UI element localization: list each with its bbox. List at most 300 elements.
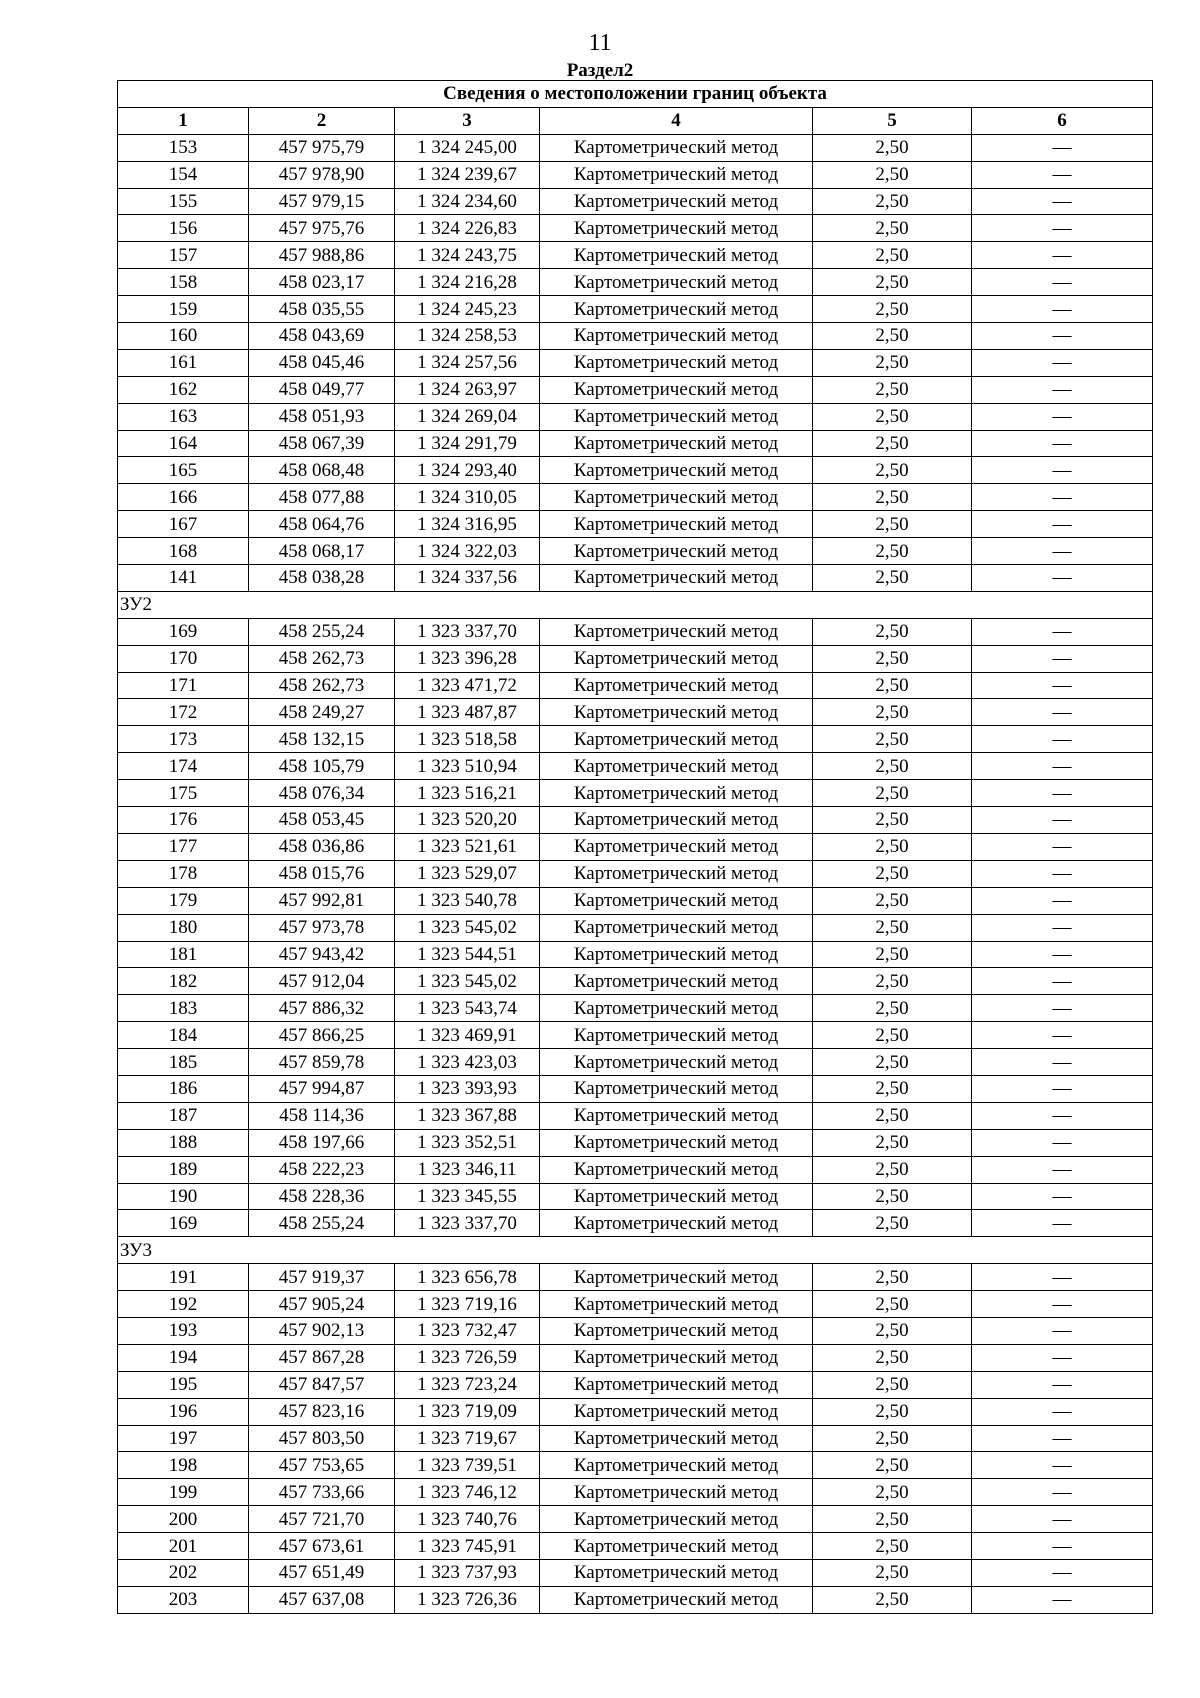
coord-y: 1 323 396,28 — [395, 645, 540, 672]
coord-y: 1 324 322,03 — [395, 538, 540, 565]
coord-y: 1 323 719,09 — [395, 1398, 540, 1425]
error-cell: 2,50 — [813, 538, 972, 565]
coord-x: 458 228,36 — [249, 1183, 395, 1210]
table-row — [118, 968, 1153, 995]
point-number: 169 — [118, 618, 249, 645]
point-number: 141 — [118, 565, 249, 592]
error-cell: 2,50 — [813, 1049, 972, 1076]
note-cell: — — [972, 403, 1153, 430]
error-cell: 2,50 — [813, 1452, 972, 1479]
coord-y: 1 323 545,02 — [395, 968, 540, 995]
coord-x: 458 023,17 — [249, 269, 395, 296]
coord-y: 1 323 544,51 — [395, 941, 540, 968]
table-row — [118, 457, 1153, 484]
error-cell: 2,50 — [813, 376, 972, 403]
table-row — [118, 161, 1153, 188]
coord-y: 1 324 243,75 — [395, 242, 540, 269]
error-cell: 2,50 — [813, 1317, 972, 1344]
error-cell: 2,50 — [813, 618, 972, 645]
method-cell: Картометрический метод — [540, 349, 813, 376]
column-header: 5 — [813, 107, 972, 134]
note-cell: — — [972, 565, 1153, 592]
coord-y: 1 323 337,70 — [395, 1210, 540, 1237]
section-title: Раздел2 — [566, 60, 634, 81]
method-cell: Картометрический метод — [540, 995, 813, 1022]
column-header-row — [118, 107, 1153, 134]
coord-x: 457 973,78 — [249, 914, 395, 941]
note-cell: — — [972, 672, 1153, 699]
method-cell: Картометрический метод — [540, 134, 813, 161]
method-cell: Картометрический метод — [540, 403, 813, 430]
error-cell: 2,50 — [813, 1371, 972, 1398]
note-cell: — — [972, 161, 1153, 188]
point-number: 167 — [118, 511, 249, 538]
coord-x: 458 262,73 — [249, 645, 395, 672]
coord-y: 1 323 726,59 — [395, 1344, 540, 1371]
coord-y: 1 323 469,91 — [395, 1022, 540, 1049]
table-row — [118, 1452, 1153, 1479]
method-cell: Картометрический метод — [540, 1075, 813, 1102]
note-cell: — — [972, 269, 1153, 296]
coord-y: 1 323 739,51 — [395, 1452, 540, 1479]
point-number: 174 — [118, 753, 249, 780]
table-row — [118, 134, 1153, 161]
method-cell: Картометрический метод — [540, 1317, 813, 1344]
method-cell: Картометрический метод — [540, 780, 813, 807]
method-cell: Картометрический метод — [540, 1264, 813, 1291]
coord-y: 1 323 745,91 — [395, 1533, 540, 1560]
coord-y: 1 324 245,23 — [395, 296, 540, 323]
note-cell: — — [972, 430, 1153, 457]
table-row — [118, 1398, 1153, 1425]
table-row — [118, 538, 1153, 565]
coord-y: 1 323 521,61 — [395, 833, 540, 860]
point-number: 185 — [118, 1049, 249, 1076]
point-number: 196 — [118, 1398, 249, 1425]
coord-x: 457 992,81 — [249, 887, 395, 914]
point-number: 192 — [118, 1291, 249, 1318]
table-row — [118, 1559, 1153, 1586]
point-number: 161 — [118, 349, 249, 376]
method-cell: Картометрический метод — [540, 1506, 813, 1533]
error-cell: 2,50 — [813, 430, 972, 457]
table-row — [118, 726, 1153, 753]
coord-y: 1 323 510,94 — [395, 753, 540, 780]
error-cell: 2,50 — [813, 672, 972, 699]
coord-x: 458 249,27 — [249, 699, 395, 726]
method-cell: Картометрический метод — [540, 565, 813, 592]
point-number: 180 — [118, 914, 249, 941]
method-cell: Картометрический метод — [540, 618, 813, 645]
method-cell: Картометрический метод — [540, 269, 813, 296]
note-cell: — — [972, 296, 1153, 323]
point-number: 194 — [118, 1344, 249, 1371]
error-cell: 2,50 — [813, 1425, 972, 1452]
error-cell: 2,50 — [813, 161, 972, 188]
coord-x: 458 105,79 — [249, 753, 395, 780]
coord-y: 1 324 258,53 — [395, 323, 540, 350]
table-row — [118, 1479, 1153, 1506]
column-header: 3 — [395, 107, 540, 134]
error-cell: 2,50 — [813, 457, 972, 484]
table-row — [118, 1049, 1153, 1076]
table-row — [118, 215, 1153, 242]
table-row — [118, 1022, 1153, 1049]
coord-x: 457 919,37 — [249, 1264, 395, 1291]
point-number: 197 — [118, 1425, 249, 1452]
coord-x: 458 068,17 — [249, 538, 395, 565]
point-number: 159 — [118, 296, 249, 323]
error-cell: 2,50 — [813, 887, 972, 914]
table-row — [118, 1586, 1153, 1613]
note-cell: — — [972, 1156, 1153, 1183]
note-cell: — — [972, 1317, 1153, 1344]
coord-x: 457 975,79 — [249, 134, 395, 161]
coord-y: 1 324 269,04 — [395, 403, 540, 430]
table-row — [118, 1506, 1153, 1533]
point-number: 198 — [118, 1452, 249, 1479]
table-row — [118, 376, 1153, 403]
coord-y: 1 323 337,70 — [395, 618, 540, 645]
error-cell: 2,50 — [813, 645, 972, 672]
coord-x: 458 197,66 — [249, 1129, 395, 1156]
error-cell: 2,50 — [813, 1183, 972, 1210]
coord-x: 458 053,45 — [249, 807, 395, 834]
note-cell: — — [972, 376, 1153, 403]
point-number: 189 — [118, 1156, 249, 1183]
table-row — [118, 1291, 1153, 1318]
method-cell: Картометрический метод — [540, 376, 813, 403]
table-row — [118, 296, 1153, 323]
error-cell: 2,50 — [813, 1102, 972, 1129]
table-row — [118, 914, 1153, 941]
method-cell: Картометрический метод — [540, 323, 813, 350]
note-cell: — — [972, 1344, 1153, 1371]
coord-y: 1 323 352,51 — [395, 1129, 540, 1156]
method-cell: Картометрический метод — [540, 699, 813, 726]
table-row — [118, 1183, 1153, 1210]
coord-x: 458 049,77 — [249, 376, 395, 403]
coord-x: 457 943,42 — [249, 941, 395, 968]
error-cell: 2,50 — [813, 1022, 972, 1049]
coord-y: 1 324 216,28 — [395, 269, 540, 296]
table-row — [118, 672, 1153, 699]
coord-x: 457 905,24 — [249, 1291, 395, 1318]
point-number: 175 — [118, 780, 249, 807]
error-cell: 2,50 — [813, 1291, 972, 1318]
method-cell: Картометрический метод — [540, 645, 813, 672]
point-number: 187 — [118, 1102, 249, 1129]
point-number: 181 — [118, 941, 249, 968]
method-cell: Картометрический метод — [540, 1559, 813, 1586]
point-number: 200 — [118, 1506, 249, 1533]
coord-y: 1 323 737,93 — [395, 1559, 540, 1586]
coord-x: 458 068,48 — [249, 457, 395, 484]
coord-x: 457 823,16 — [249, 1398, 395, 1425]
point-number: 201 — [118, 1533, 249, 1560]
point-number: 153 — [118, 134, 249, 161]
coord-y: 1 323 529,07 — [395, 860, 540, 887]
note-cell: — — [972, 1210, 1153, 1237]
error-cell: 2,50 — [813, 941, 972, 968]
method-cell: Картометрический метод — [540, 457, 813, 484]
error-cell: 2,50 — [813, 215, 972, 242]
note-cell: — — [972, 968, 1153, 995]
note-cell: — — [972, 242, 1153, 269]
coord-x: 457 975,76 — [249, 215, 395, 242]
coord-y: 1 323 367,88 — [395, 1102, 540, 1129]
coord-y: 1 323 732,47 — [395, 1317, 540, 1344]
error-cell: 2,50 — [813, 1586, 972, 1613]
note-cell: — — [972, 618, 1153, 645]
coord-y: 1 323 656,78 — [395, 1264, 540, 1291]
table-row — [118, 1075, 1153, 1102]
error-cell: 2,50 — [813, 134, 972, 161]
coord-x: 457 988,86 — [249, 242, 395, 269]
note-cell: — — [972, 1291, 1153, 1318]
method-cell: Картометрический метод — [540, 807, 813, 834]
coord-y: 1 323 520,20 — [395, 807, 540, 834]
page-number: 11 — [588, 30, 612, 56]
point-number: 155 — [118, 188, 249, 215]
point-number: 162 — [118, 376, 249, 403]
error-cell: 2,50 — [813, 807, 972, 834]
table-row — [118, 565, 1153, 592]
error-cell: 2,50 — [813, 753, 972, 780]
note-cell: — — [972, 215, 1153, 242]
point-number: 199 — [118, 1479, 249, 1506]
table-caption-row — [118, 81, 1153, 108]
group-label: ЗУ3 — [118, 1237, 1153, 1264]
method-cell: Картометрический метод — [540, 1533, 813, 1560]
method-cell: Картометрический метод — [540, 753, 813, 780]
coord-y: 1 324 293,40 — [395, 457, 540, 484]
point-number: 158 — [118, 269, 249, 296]
note-cell: — — [972, 887, 1153, 914]
coord-y: 1 323 518,58 — [395, 726, 540, 753]
table-row — [118, 1264, 1153, 1291]
method-cell: Картометрический метод — [540, 941, 813, 968]
point-number: 186 — [118, 1075, 249, 1102]
note-cell: — — [972, 753, 1153, 780]
coord-x: 458 076,34 — [249, 780, 395, 807]
table-caption: Сведения о местоположении границ объекта — [118, 81, 1153, 108]
note-cell: — — [972, 995, 1153, 1022]
method-cell: Картометрический метод — [540, 215, 813, 242]
error-cell: 2,50 — [813, 995, 972, 1022]
point-number: 163 — [118, 403, 249, 430]
method-cell: Картометрический метод — [540, 188, 813, 215]
coord-y: 1 323 471,72 — [395, 672, 540, 699]
point-number: 171 — [118, 672, 249, 699]
method-cell: Картометрический метод — [540, 538, 813, 565]
error-cell: 2,50 — [813, 726, 972, 753]
error-cell: 2,50 — [813, 968, 972, 995]
point-number: 183 — [118, 995, 249, 1022]
coord-x: 457 803,50 — [249, 1425, 395, 1452]
method-cell: Картометрический метод — [540, 161, 813, 188]
coord-x: 458 045,46 — [249, 349, 395, 376]
point-number: 182 — [118, 968, 249, 995]
coord-x: 458 038,28 — [249, 565, 395, 592]
coord-y: 1 323 746,12 — [395, 1479, 540, 1506]
method-cell: Картометрический метод — [540, 1022, 813, 1049]
note-cell: — — [972, 1533, 1153, 1560]
error-cell: 2,50 — [813, 1344, 972, 1371]
coord-y: 1 323 393,93 — [395, 1075, 540, 1102]
note-cell: — — [972, 699, 1153, 726]
coord-y: 1 324 245,00 — [395, 134, 540, 161]
point-number: 160 — [118, 323, 249, 350]
error-cell: 2,50 — [813, 565, 972, 592]
error-cell: 2,50 — [813, 1075, 972, 1102]
coord-x: 457 673,61 — [249, 1533, 395, 1560]
group-row — [118, 1237, 1153, 1264]
note-cell: — — [972, 349, 1153, 376]
method-cell: Картометрический метод — [540, 672, 813, 699]
error-cell: 2,50 — [813, 699, 972, 726]
coord-x: 457 979,15 — [249, 188, 395, 215]
point-number: 164 — [118, 430, 249, 457]
table-row — [118, 645, 1153, 672]
note-cell: — — [972, 914, 1153, 941]
coord-x: 457 859,78 — [249, 1049, 395, 1076]
table-row — [118, 242, 1153, 269]
method-cell: Картометрический метод — [540, 1425, 813, 1452]
table-row — [118, 430, 1153, 457]
method-cell: Картометрический метод — [540, 1183, 813, 1210]
coord-x: 457 867,28 — [249, 1344, 395, 1371]
coord-x: 457 753,65 — [249, 1452, 395, 1479]
note-cell: — — [972, 833, 1153, 860]
point-number: 154 — [118, 161, 249, 188]
coord-x: 458 015,76 — [249, 860, 395, 887]
method-cell: Картометрический метод — [540, 726, 813, 753]
note-cell: — — [972, 188, 1153, 215]
table-row — [118, 1102, 1153, 1129]
note-cell: — — [972, 1398, 1153, 1425]
coord-y: 1 323 719,67 — [395, 1425, 540, 1452]
table-row — [118, 188, 1153, 215]
coord-y: 1 323 346,11 — [395, 1156, 540, 1183]
error-cell: 2,50 — [813, 833, 972, 860]
method-cell: Картометрический метод — [540, 968, 813, 995]
coord-x: 458 051,93 — [249, 403, 395, 430]
coord-y: 1 324 239,67 — [395, 161, 540, 188]
table-row — [118, 1533, 1153, 1560]
method-cell: Картометрический метод — [540, 1344, 813, 1371]
coord-x: 458 255,24 — [249, 1210, 395, 1237]
table-row — [118, 1317, 1153, 1344]
point-number: 178 — [118, 860, 249, 887]
coord-x: 457 912,04 — [249, 968, 395, 995]
coord-x: 458 067,39 — [249, 430, 395, 457]
table-row — [118, 323, 1153, 350]
method-cell: Картометрический метод — [540, 484, 813, 511]
point-number: 176 — [118, 807, 249, 834]
coord-x: 458 035,55 — [249, 296, 395, 323]
error-cell: 2,50 — [813, 1210, 972, 1237]
point-number: 190 — [118, 1183, 249, 1210]
note-cell: — — [972, 860, 1153, 887]
coord-y: 1 323 516,21 — [395, 780, 540, 807]
table-row — [118, 1425, 1153, 1452]
point-number: 191 — [118, 1264, 249, 1291]
table-row — [118, 887, 1153, 914]
column-header: 4 — [540, 107, 813, 134]
column-header: 2 — [249, 107, 395, 134]
table-row — [118, 1371, 1153, 1398]
point-number: 172 — [118, 699, 249, 726]
table-row — [118, 807, 1153, 834]
point-number: 188 — [118, 1129, 249, 1156]
coord-y: 1 323 487,87 — [395, 699, 540, 726]
coord-x: 458 043,69 — [249, 323, 395, 350]
method-cell: Картометрический метод — [540, 914, 813, 941]
note-cell: — — [972, 1264, 1153, 1291]
table-row — [118, 1344, 1153, 1371]
note-cell: — — [972, 1022, 1153, 1049]
method-cell: Картометрический метод — [540, 242, 813, 269]
coord-y: 1 323 543,74 — [395, 995, 540, 1022]
table-row — [118, 403, 1153, 430]
coord-y: 1 324 226,83 — [395, 215, 540, 242]
coord-y: 1 324 310,05 — [395, 484, 540, 511]
note-cell: — — [972, 1559, 1153, 1586]
error-cell: 2,50 — [813, 188, 972, 215]
note-cell: — — [972, 1586, 1153, 1613]
note-cell: — — [972, 1371, 1153, 1398]
table-row — [118, 753, 1153, 780]
point-number: 184 — [118, 1022, 249, 1049]
method-cell: Картометрический метод — [540, 833, 813, 860]
coord-x: 458 077,88 — [249, 484, 395, 511]
table-row — [118, 860, 1153, 887]
note-cell: — — [972, 1506, 1153, 1533]
error-cell: 2,50 — [813, 511, 972, 538]
coord-x: 458 262,73 — [249, 672, 395, 699]
error-cell: 2,50 — [813, 403, 972, 430]
method-cell: Картометрический метод — [540, 887, 813, 914]
coord-y: 1 323 719,16 — [395, 1291, 540, 1318]
coord-x: 457 733,66 — [249, 1479, 395, 1506]
point-number: 195 — [118, 1371, 249, 1398]
method-cell: Картометрический метод — [540, 1156, 813, 1183]
point-number: 177 — [118, 833, 249, 860]
table-row — [118, 1156, 1153, 1183]
coord-x: 458 255,24 — [249, 618, 395, 645]
note-cell: — — [972, 1479, 1153, 1506]
method-cell: Картометрический метод — [540, 296, 813, 323]
coord-x: 458 132,15 — [249, 726, 395, 753]
coord-x: 457 637,08 — [249, 1586, 395, 1613]
coord-x: 457 994,87 — [249, 1075, 395, 1102]
coord-y: 1 323 723,24 — [395, 1371, 540, 1398]
coord-y: 1 323 345,55 — [395, 1183, 540, 1210]
table-row — [118, 511, 1153, 538]
note-cell: — — [972, 1049, 1153, 1076]
method-cell: Картометрический метод — [540, 1102, 813, 1129]
point-number: 157 — [118, 242, 249, 269]
coord-x: 457 886,32 — [249, 995, 395, 1022]
method-cell: Картометрический метод — [540, 1586, 813, 1613]
point-number: 193 — [118, 1317, 249, 1344]
method-cell: Картометрический метод — [540, 1398, 813, 1425]
method-cell: Картометрический метод — [540, 1479, 813, 1506]
coord-y: 1 324 234,60 — [395, 188, 540, 215]
table-row — [118, 780, 1153, 807]
method-cell: Картометрический метод — [540, 511, 813, 538]
